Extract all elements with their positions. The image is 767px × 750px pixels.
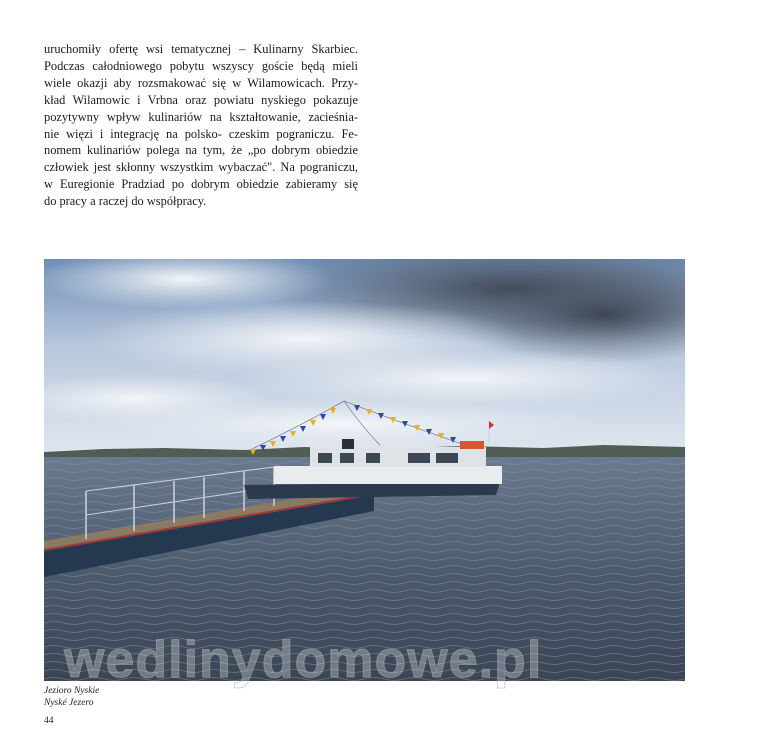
lake-pier-photo bbox=[44, 259, 685, 681]
paragraph-line: wiele okazji aby rozsmakować się w Wilamowicach. Przy- bbox=[44, 75, 358, 90]
paragraph-line: pozytywny wpływ kulinariów na kształtowanie, zacieśnia- bbox=[44, 109, 358, 124]
paragraph-line: człowiek jest skłonny wszystkim wybaczać". Na pograniczu, bbox=[44, 160, 358, 175]
caption-polish: Jezioro Nyskie bbox=[44, 686, 100, 696]
paragraph-line: nie więzi i integrację na polsko- czeskim pograniczu. Fe- bbox=[44, 126, 358, 141]
paragraph-line: kład Wilamowic i Vrbna oraz powiatu nyskiego pokazuje bbox=[44, 92, 358, 107]
paragraph-line: Podczas całodniowego pobytu wszyscy goście będą mieli bbox=[44, 58, 358, 73]
paragraph-line: do pracy a raczej do współpracy. bbox=[44, 194, 207, 209]
body-paragraph bbox=[44, 41, 358, 210]
photo-caption bbox=[44, 686, 99, 709]
caption-czech: Nyské Jezero bbox=[44, 697, 94, 708]
watermark-text: wedlinydomowe.pl bbox=[64, 631, 543, 689]
paragraph-line: w Euregionie Pradziad po dobrym obiedzie zabieramy się bbox=[44, 177, 358, 192]
page-number: 44 bbox=[44, 716, 54, 726]
paragraph-line: nomem kulinariów polega na tym, że „po dobrym obiedzie bbox=[44, 143, 358, 158]
paragraph-line: uruchomiły ofertę wsi tematycznej – Kulinarny Skarbiec. bbox=[44, 42, 358, 56]
